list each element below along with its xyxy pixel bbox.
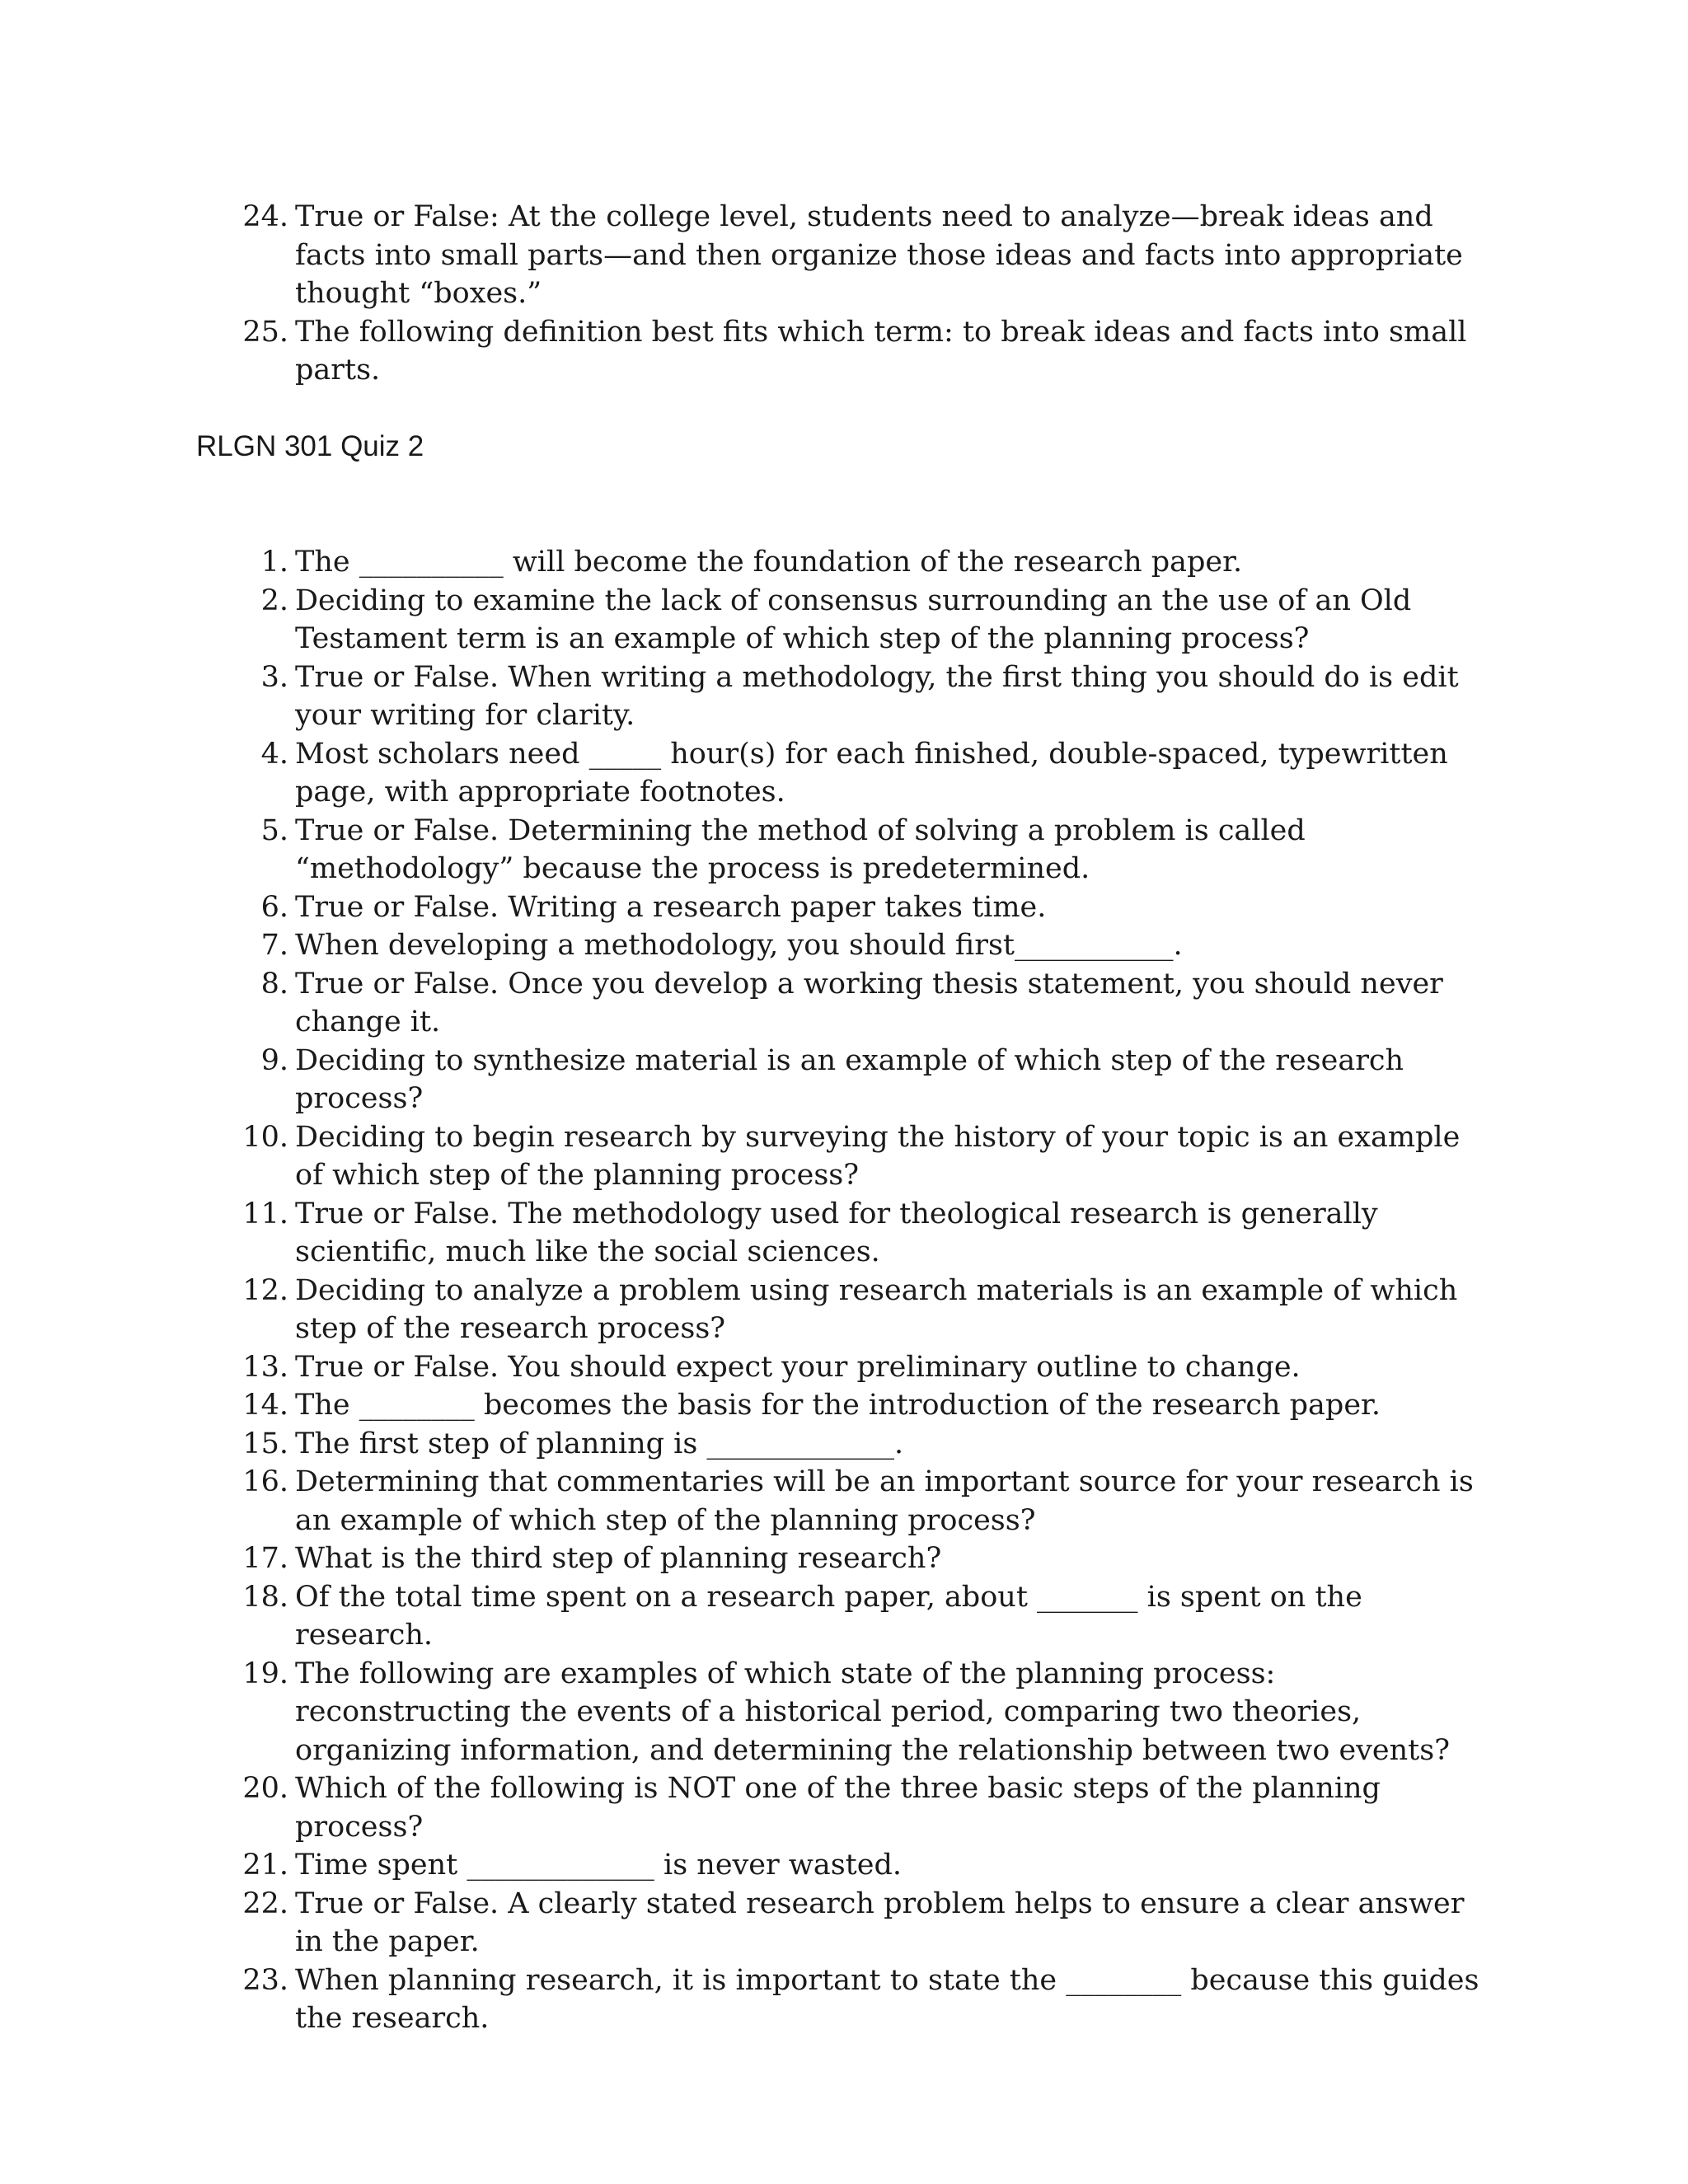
question-item (241, 1578, 1493, 1655)
question-number: 18. (242, 1580, 288, 1614)
question-number: 2. (260, 583, 288, 617)
question-item (241, 1118, 1493, 1195)
question-item (241, 888, 1493, 927)
question-text: The first step of planning is _____________. (295, 1427, 904, 1460)
question-item (241, 812, 1493, 888)
question-number: 7. (260, 929, 288, 962)
question-number: 15. (242, 1427, 288, 1460)
question-text: Deciding to examine the lack of consensus surrounding an the use of an Old Testament term is an example of which step of the planning process? (295, 583, 1412, 655)
question-number: 22. (242, 1886, 288, 1920)
question-text: The ________ becomes the basis for the introduction of the research paper. (295, 1389, 1381, 1422)
question-text: When planning research, it is important to state the ________ because this guides the research. (295, 1963, 1479, 2035)
question-text: Which of the following is NOT one of the three basic steps of the planning process? (295, 1772, 1381, 1844)
question-item (241, 965, 1493, 1042)
question-text: Of the total time spent on a research paper, about _______ is spent on the research. (295, 1580, 1362, 1652)
question-text: Most scholars need _____ hour(s) for each finished, double-spaced, typewritten page, with appropriate footnotes. (295, 737, 1448, 808)
question-item (241, 1042, 1493, 1118)
question-text: True or False. When writing a methodology, the first thing you should do is edit your writing for clarity. (295, 660, 1459, 732)
question-text: The __________ will become the foundation of the research paper. (295, 546, 1243, 579)
question-item (241, 313, 1493, 390)
question-item (241, 926, 1493, 965)
question-number: 16. (242, 1465, 288, 1498)
question-number: 1. (260, 546, 288, 579)
question-text: True or False. Determining the method of solving a problem is called “methodology” because the process is predetermined. (295, 813, 1306, 885)
question-text: True or False. The methodology used for theological research is generally scientific, much like the social sciences. (295, 1197, 1378, 1268)
question-text: True or False. Writing a research paper takes time. (295, 890, 1047, 924)
question-number: 6. (260, 890, 288, 924)
question-number: 19. (242, 1657, 288, 1690)
question-number: 21. (242, 1849, 288, 1882)
question-text: The following definition best fits which term: to break ideas and facts into small parts. (295, 315, 1467, 387)
question-item (241, 1885, 1493, 1961)
question-text: True or False. You should expect your preliminary outline to change. (295, 1350, 1301, 1384)
question-item (241, 735, 1493, 812)
question-text: Time spent _____________ is never wasted. (295, 1849, 902, 1882)
question-item (241, 1540, 1493, 1578)
question-item (241, 1961, 1493, 2038)
question-number: 5. (260, 813, 288, 847)
question-text: The following are examples of which state of the planning process: reconstructing the events of a historical period, comparing two theories, organizing information, and determining the relationship between two events? (295, 1657, 1450, 1767)
question-item (241, 1846, 1493, 1885)
question-text: Deciding to synthesize material is an example of which step of the research process? (295, 1043, 1404, 1115)
question-number: 17. (242, 1542, 288, 1575)
question-item (241, 658, 1493, 735)
question-text: True or False. Once you develop a working thesis statement, you should never change it. (295, 967, 1443, 1038)
question-item (241, 1272, 1493, 1348)
question-number: 3. (260, 660, 288, 694)
question-item (241, 1425, 1493, 1464)
question-item (241, 1348, 1493, 1387)
question-number: 13. (242, 1350, 288, 1384)
question-number: 14. (242, 1389, 288, 1422)
question-text: What is the third step of planning research? (295, 1542, 942, 1575)
question-item (241, 1463, 1493, 1540)
question-number: 4. (260, 737, 288, 771)
question-item (241, 198, 1493, 313)
question-item (241, 1769, 1493, 1846)
question-item (241, 582, 1493, 658)
question-text: Deciding to analyze a problem using research materials is an example of which step of the research process? (295, 1273, 1458, 1345)
question-text: True or False: At the college level, students need to analyze—break ideas and facts into small parts—and then organize those ideas and facts into appropriate thought “boxes.” (295, 200, 1463, 310)
question-number: 25. (242, 315, 288, 349)
question-number: 12. (242, 1273, 288, 1307)
question-number: 9. (260, 1043, 288, 1077)
question-number: 11. (242, 1197, 288, 1230)
carryover-question-list (241, 198, 1493, 390)
question-text: When developing a methodology, you should first___________. (295, 929, 1183, 962)
question-number: 23. (242, 1963, 288, 1997)
question-item (241, 1195, 1493, 1272)
quiz-title: RLGN 301 Quiz 2 (196, 430, 424, 462)
question-item (241, 1386, 1493, 1425)
question-text: True or False. A clearly stated research problem helps to ensure a clear answer in the paper. (295, 1886, 1465, 1958)
question-number: 20. (242, 1772, 288, 1805)
question-list (241, 543, 1493, 2038)
question-text: Determining that commentaries will be an important source for your research is an example of which step of the planning process? (295, 1465, 1474, 1537)
question-number: 8. (260, 967, 288, 1001)
question-text: Deciding to begin research by surveying the history of your topic is an example of which step of the planning process? (295, 1120, 1461, 1192)
question-number: 24. (242, 200, 288, 233)
question-item (241, 543, 1493, 582)
question-number: 10. (242, 1120, 288, 1154)
question-item (241, 1655, 1493, 1770)
